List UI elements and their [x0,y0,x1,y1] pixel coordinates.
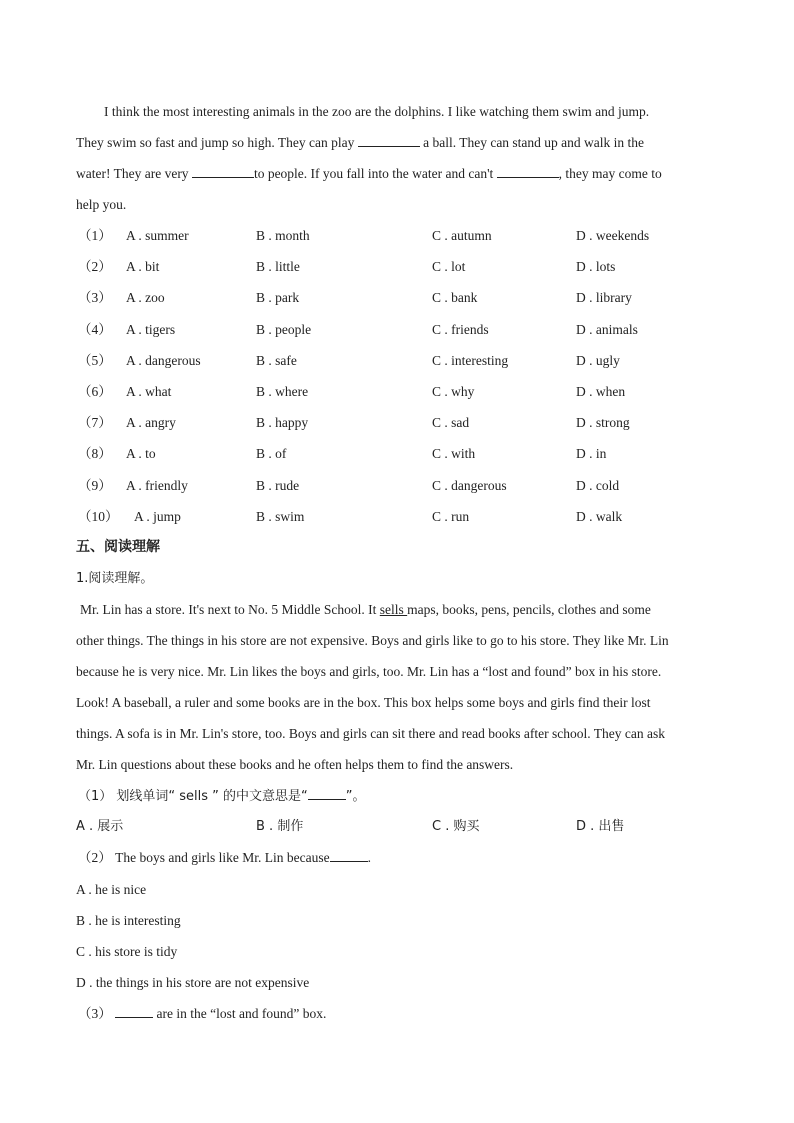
document-page [76,96,724,1030]
question-text: . [367,850,371,866]
option-d[interactable]: D . in [576,446,607,462]
passage-line [76,749,724,780]
option-row [76,470,724,501]
option-d[interactable]: D . weekends [576,228,650,243]
option-b[interactable]: B . 制作 [256,819,304,835]
option-d[interactable]: D . library [576,290,632,306]
passage-text: water! They are very [76,166,192,181]
passage-text: Mr. Lin questions about these books and he often helps them to find the answers. [76,757,514,773]
option-b[interactable]: B . little [256,259,300,275]
passage-line [76,189,724,220]
option-b[interactable]: B . month [256,228,310,243]
option-row [76,438,724,469]
option-row [76,314,724,345]
passage-text: Mr. Lin has a store. It's next to No. 5 Middle School. It [80,602,380,618]
option-row [76,376,724,407]
option-d[interactable]: D . cold [576,477,620,493]
passage-text: things. A sofa is in Mr. Lin's store, too. Boys and girls can sit there and read books after school. They can ask [76,726,665,742]
option-row [76,220,724,251]
question-2-stem [76,842,724,873]
question-text: （2） The boys and girls like Mr. Lin because [78,850,330,866]
options-list [76,220,724,532]
option-row [76,251,724,282]
question-number: （1） [78,228,112,243]
option-c[interactable]: C . interesting [432,352,509,368]
passage-line [76,625,724,656]
question-text: （3） [78,1006,116,1022]
passage-text: Look! A baseball, a ruler and some books are in the box. This box helps some boys and girls find their lost [76,695,651,711]
option-a[interactable]: A . summer [126,228,189,243]
option-b[interactable]: B . of [256,446,287,462]
answer-blank [330,847,368,862]
option-c[interactable]: C . lot [432,259,466,275]
question-text: are in the “lost and found” box. [153,1006,327,1022]
answer-blank [115,1003,153,1018]
passage-line [76,656,724,687]
option-row [76,282,724,313]
option-b[interactable]: B . safe [256,352,297,368]
question-number: （4） [78,321,112,337]
cloze-passage [76,96,724,220]
option-d[interactable]: D . 出售 [576,819,625,835]
passage-line [76,594,724,625]
task-label: 1.阅读理解。 [76,570,154,586]
passage-text: maps, books, pens, pencils, clothes and some [407,602,651,618]
option-d[interactable]: D . strong [576,415,630,431]
answer-blank [308,785,346,800]
answer-blank [497,163,559,178]
question-1-options [76,811,724,842]
option-a[interactable]: A . friendly [126,477,188,493]
question-number: （2） [78,259,112,275]
answer-blank [358,132,420,147]
option-a[interactable]: A . bit [126,259,160,275]
option-a[interactable]: A . what [126,383,172,399]
option-c[interactable]: C . dangerous [432,477,507,493]
passage-line [76,127,724,158]
option-a[interactable]: A . angry [126,415,176,431]
option-a[interactable]: A . he is nice [76,881,147,897]
question-text: ”。 [345,789,366,805]
passage-text: a ball. They can stand up and walk in the [419,135,645,150]
passage-line [76,96,724,127]
option-c[interactable]: C . his store is tidy [76,944,178,959]
passage-text: , they may come to [558,166,662,181]
option-d[interactable]: D . animals [576,321,638,337]
question-number: （6） [78,383,112,399]
option-c[interactable]: C . with [432,446,476,462]
option-c[interactable]: C . bank [432,290,478,306]
option-b[interactable]: B . he is interesting [76,912,181,928]
option-c[interactable]: C . autumn [432,228,492,243]
option-d[interactable]: D . walk [576,508,623,524]
question-number: （8） [78,446,112,462]
question-number: （5） [78,352,112,368]
option-b[interactable]: B . park [256,290,300,306]
option-d[interactable]: D . lots [576,259,616,275]
passage-line [76,718,724,749]
option-d[interactable]: D . when [576,383,626,399]
passage-text: They swim so fast and jump so high. They can play [76,135,358,150]
question-1-stem [76,780,724,811]
option-row [76,501,724,532]
answer-blank [192,163,254,178]
option-a[interactable]: A . dangerous [126,352,201,368]
option-c[interactable]: C . run [432,508,470,524]
option-c[interactable]: C . sad [432,415,470,431]
question-text: （1） 划线单词“ sells ” 的中文意思是“ [78,789,308,805]
option-d[interactable]: D . ugly [576,352,620,368]
section-heading: 五、阅读理解 [76,538,160,555]
option-a[interactable]: A . to [126,446,156,462]
passage-text: other things. The things in his store are not expensive. Boys and girls like to go to his store. They like Mr. Lin [76,633,669,649]
option-a[interactable]: A . tigers [126,321,176,337]
option-c[interactable]: C . friends [432,321,489,337]
option-b[interactable]: B . rude [256,477,300,493]
question-number: （7） [78,415,112,431]
reading-passage [76,594,724,780]
option-b[interactable]: B . people [256,321,312,337]
option-row [76,345,724,376]
question-number: （10） [78,508,119,524]
option-d[interactable]: D . the things in his store are not expensive [76,975,310,991]
option-c[interactable]: C . 购买 [432,819,480,835]
underlined-word: sells [379,602,408,618]
passage-line [76,158,724,189]
option-a[interactable]: A . zoo [126,290,165,306]
option-a[interactable]: A . jump [134,508,181,524]
option-b[interactable]: B . happy [256,415,309,431]
option-b[interactable]: B . where [256,383,309,399]
passage-text: because he is very nice. Mr. Lin likes the boys and girls, too. Mr. Lin has a “lost and found” box in his store. [76,664,662,680]
passage-text: to people. If you fall into the water and can't [253,166,497,181]
passage-line [76,687,724,718]
option-c[interactable]: C . why [432,383,475,399]
option-row [76,407,724,438]
passage-text: help you. [76,197,127,212]
passage-text: I think the most interesting animals in the zoo are the dolphins. I like watching them swim and jump. [104,104,650,119]
option-a[interactable]: A . 展示 [76,819,124,835]
question-number: （9） [78,477,112,493]
question-3-stem [76,998,724,1029]
option-b[interactable]: B . swim [256,508,305,524]
question-number: （3） [78,290,112,306]
